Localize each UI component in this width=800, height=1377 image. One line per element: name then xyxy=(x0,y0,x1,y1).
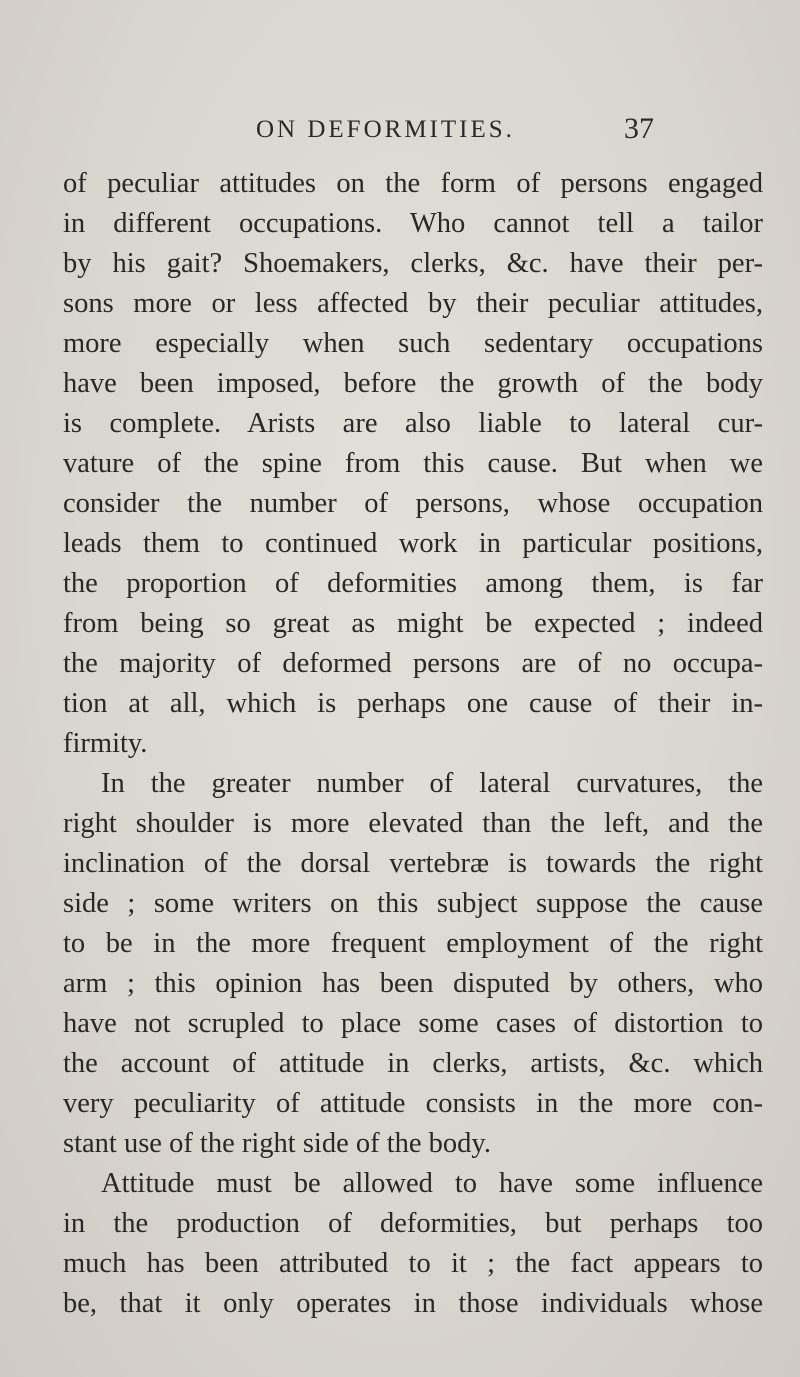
text-line: right shoulder is more elevated than the left, and the xyxy=(63,808,763,839)
text-line: Attitude must be allowed to have some influence xyxy=(101,1168,763,1199)
running-head xyxy=(0,112,800,156)
text-line: in different occupations. Who cannot tell a tailor xyxy=(63,208,763,239)
text-line: sons more or less affected by their peculiar attitudes, xyxy=(63,288,763,319)
text-line: stant use of the right side of the body. xyxy=(63,1128,491,1159)
text-line: very peculiarity of attitude consists in the more con- xyxy=(63,1088,763,1119)
text-line: tion at all, which is perhaps one cause of their in- xyxy=(63,688,763,719)
text-line: arm ; this opinion has been disputed by others, who xyxy=(63,968,763,999)
text-line: more especially when such sedentary occupations xyxy=(63,328,763,359)
text-line: from being so great as might be expected ; indeed xyxy=(63,608,763,639)
text-line: the majority of deformed persons are of no occupa- xyxy=(63,648,763,679)
text-line: vature of the spine from this cause. But when we xyxy=(63,448,763,479)
text-line: the proportion of deformities among them, is far xyxy=(63,568,763,599)
text-line: to be in the more frequent employment of the right xyxy=(63,928,763,959)
text-line: be, that it only operates in those individuals whose xyxy=(63,1288,763,1319)
text-line: much has been attributed to it ; the fact appears to xyxy=(63,1248,763,1279)
text-line: firmity. xyxy=(63,728,148,759)
text-line: in the production of deformities, but perhaps too xyxy=(63,1208,763,1239)
text-line: the account of attitude in clerks, artists, &c. which xyxy=(63,1048,763,1079)
text-line: side ; some writers on this subject suppose the cause xyxy=(63,888,763,919)
text-line: is complete. Arists are also liable to lateral cur- xyxy=(63,408,763,439)
text-line: In the greater number of lateral curvatures, the xyxy=(101,768,763,799)
text-line: have not scrupled to place some cases of distortion to xyxy=(63,1008,763,1039)
text-line: by his gait? Shoemakers, clerks, &c. have their per- xyxy=(63,248,763,279)
text-line: leads them to continued work in particular positions, xyxy=(63,528,763,559)
text-line: consider the number of persons, whose occupation xyxy=(63,488,763,519)
text-line: have been imposed, before the growth of the body xyxy=(63,368,763,399)
page-number: 37 xyxy=(624,112,654,145)
running-title: ON DEFORMITIES. xyxy=(256,116,515,143)
text-line: inclination of the dorsal vertebræ is towards the right xyxy=(63,848,763,879)
text-line: of peculiar attitudes on the form of persons engaged xyxy=(63,168,763,199)
